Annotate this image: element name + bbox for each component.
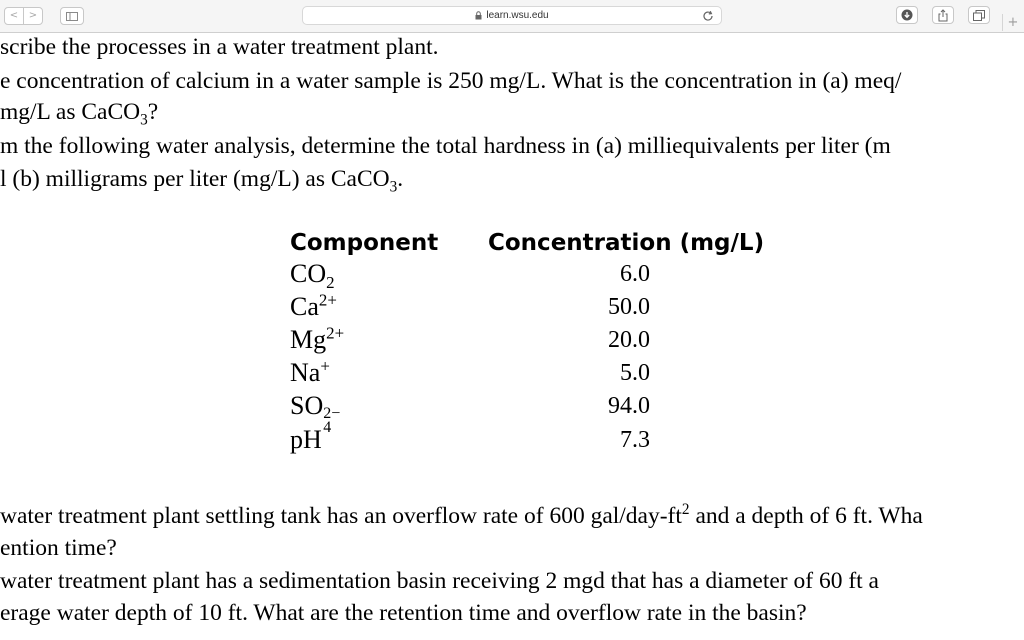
table-cell-value: 20.0 xyxy=(608,327,650,353)
table-cell-value: 50.0 xyxy=(608,294,650,320)
sidebar-button[interactable] xyxy=(60,7,84,25)
question-4-line-2: ention time? xyxy=(0,535,117,561)
question-5-line-2: erage water depth of 10 ft. What are the retention time and overflow rate in the basin? xyxy=(0,600,807,626)
back-button[interactable] xyxy=(5,8,23,24)
reload-icon[interactable] xyxy=(701,9,715,23)
table-cell-value: 6.0 xyxy=(620,261,650,287)
page-content xyxy=(0,32,1024,640)
download-button[interactable] xyxy=(896,6,918,24)
table-cell-component: $Ca^{2+}$ xyxy=(290,290,337,321)
table-cell-value: 7.3 xyxy=(620,427,650,453)
table-cell-value: 94.0 xyxy=(608,393,650,419)
question-2-line-1: e concentration of calcium in a water sample is 250 mg/L. What is the concentration in (a) meq/ xyxy=(0,68,902,94)
question-4-line-1: water treatment plant settling tank has an overflow rate of 600 gal/$day-ft^2$ and a depth of 6 ft. Wha xyxy=(0,501,923,529)
sidebar-icon xyxy=(66,12,78,21)
tabs-button[interactable] xyxy=(968,6,990,24)
download-icon xyxy=(901,9,913,21)
table-header-concentration: Concentration (mg/L) xyxy=(488,230,765,256)
browser-toolbar xyxy=(0,0,1024,33)
share-icon xyxy=(937,9,949,22)
question-3-line-2: l (b) milligrams per liter (mg/L) as CaCO$_3$. xyxy=(0,166,404,196)
table-header-component: Component xyxy=(290,230,439,256)
question-2-line-2: mg/L as CaCO$_3$? xyxy=(0,99,159,129)
table-cell-component: Na+ xyxy=(290,356,330,387)
url-text: learn.wsu.edu xyxy=(486,10,549,21)
tabs-icon xyxy=(973,10,985,21)
address-bar[interactable] xyxy=(302,6,722,25)
question-3-line-1: m the following water analysis, determine the total hardness in (a) milliequivalents per liter (m xyxy=(0,133,891,159)
forward-button[interactable] xyxy=(23,8,42,24)
question-1-line: scribe the processes in a water treatment plant. xyxy=(0,34,439,60)
back-icon: < xyxy=(9,10,19,21)
new-tab-button[interactable] xyxy=(1002,14,1023,31)
question-5-line-1: water treatment plant has a sedimentation basin receiving 2 mgd that has a diameter of 60 ft a xyxy=(0,568,879,594)
share-button[interactable] xyxy=(932,6,954,24)
nav-buttons xyxy=(4,7,43,25)
forward-icon: > xyxy=(28,10,38,21)
table-cell-component: $CO_2$ xyxy=(290,259,335,293)
new-tab-icon: + xyxy=(1007,15,1019,30)
table-cell-component: SO 2− 4 xyxy=(290,391,341,436)
table-cell-component: pH xyxy=(290,425,322,454)
table-cell-component: $Mg^{2+}$ xyxy=(290,323,345,354)
lock-icon xyxy=(475,11,482,20)
table-cell-value: 5.0 xyxy=(620,360,650,386)
